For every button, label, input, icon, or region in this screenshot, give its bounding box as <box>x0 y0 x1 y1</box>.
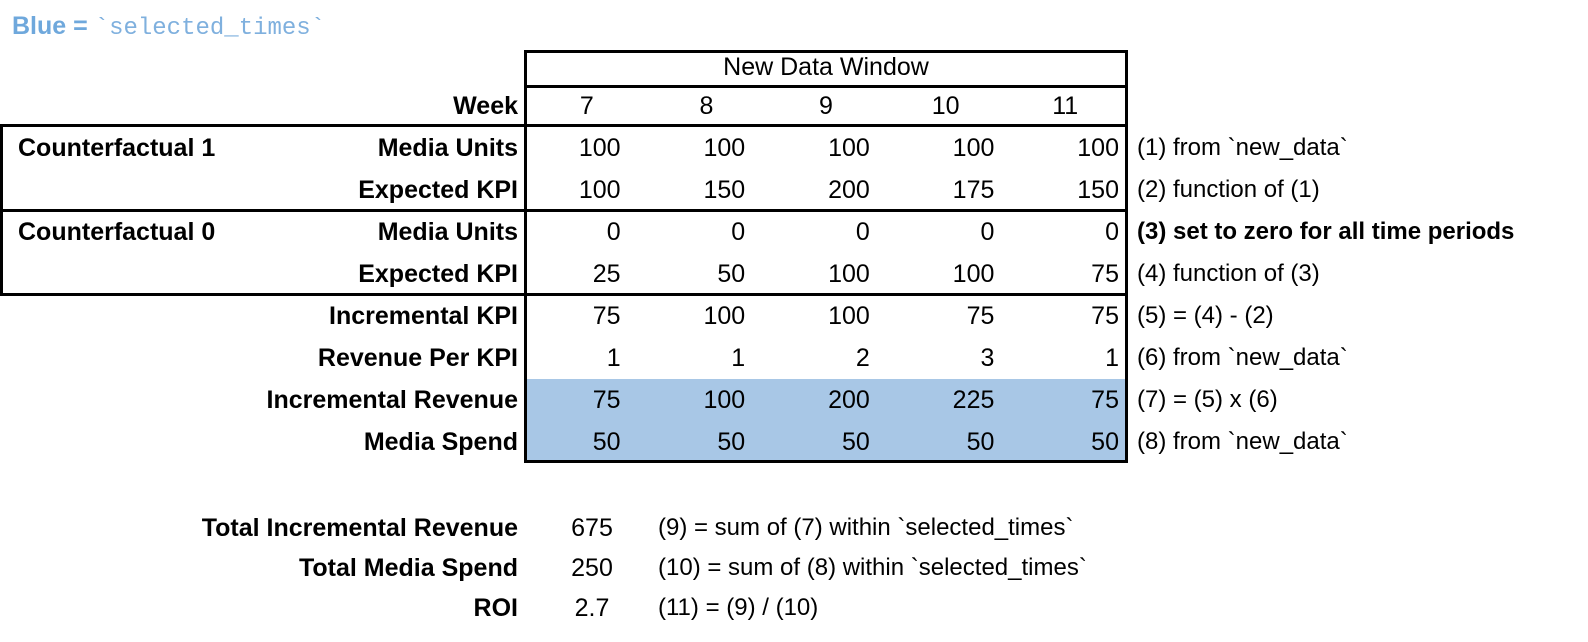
table-row <box>0 379 1588 421</box>
border-line <box>0 124 3 296</box>
table-row <box>0 169 1588 211</box>
counterfactual-group-label: Counterfactual 0 <box>18 218 216 246</box>
row-label: Incremental Revenue <box>266 386 518 414</box>
row-annotation: (1) from `new_data` <box>1137 134 1348 161</box>
value-cell: 100 <box>952 134 995 162</box>
value-cell: 75 <box>592 386 621 414</box>
value-cell: 100 <box>703 134 746 162</box>
week-cell: 10 <box>931 92 960 120</box>
caption-blue-label: Blue = <box>12 12 95 40</box>
value-cell: 50 <box>592 428 621 456</box>
summary-label: Total Media Spend <box>299 554 518 582</box>
row-label: Incremental KPI <box>329 302 518 330</box>
summary-row <box>0 548 1588 588</box>
value-cell: 3 <box>980 344 995 372</box>
week-cell: 11 <box>1052 92 1079 120</box>
summary-annotation: (11) = (9) / (10) <box>658 594 819 621</box>
value-cell: 150 <box>1077 176 1119 204</box>
value-cell: 100 <box>828 260 870 288</box>
value-cell: 75 <box>592 302 621 330</box>
row-label: Revenue Per KPI <box>317 344 518 372</box>
row-label: Expected KPI <box>358 260 518 288</box>
row-annotation: (8) from `new_data` <box>1137 428 1348 455</box>
row-annotation: (5) = (4) - (2) <box>1137 302 1274 329</box>
value-cell: 75 <box>1091 302 1119 330</box>
week-cell: 9 <box>819 92 833 120</box>
value-cell: 225 <box>952 386 995 414</box>
row-label: Media Units <box>377 134 518 162</box>
value-cell: 100 <box>578 134 621 162</box>
value-cell: 200 <box>828 176 870 204</box>
value-cell: 100 <box>952 260 995 288</box>
table-row <box>0 295 1588 337</box>
value-cell: 150 <box>703 176 746 204</box>
caption-selected-times-code: `selected_times` <box>94 15 326 42</box>
value-cell: 1 <box>731 344 746 372</box>
summary-annotation: (9) = sum of (7) within `selected_times` <box>658 514 1074 541</box>
value-cell: 0 <box>980 218 995 246</box>
row-annotation: (6) from `new_data` <box>1137 344 1348 371</box>
value-cell: 100 <box>828 134 870 162</box>
summary-value: 250 <box>571 554 613 582</box>
counterfactual-group-label: Counterfactual 1 <box>18 134 216 162</box>
table-row <box>0 211 1588 253</box>
summary-value: 675 <box>571 514 613 542</box>
row-annotation: (4) function of (3) <box>1137 260 1320 287</box>
value-cell: 0 <box>1105 218 1119 246</box>
figure-caption <box>12 12 325 42</box>
value-cell: 100 <box>1077 134 1119 162</box>
value-cell: 50 <box>841 428 870 456</box>
border-line <box>0 124 1128 127</box>
value-cell: 0 <box>606 218 621 246</box>
value-cell: 75 <box>1091 386 1119 414</box>
value-cell: 175 <box>952 176 995 204</box>
week-header-row <box>0 88 1588 124</box>
row-annotation: (7) = (5) x (6) <box>1137 386 1278 413</box>
table-row <box>0 253 1588 295</box>
summary-row <box>0 588 1588 628</box>
summary-label: ROI <box>473 594 518 622</box>
value-cell: 100 <box>578 176 621 204</box>
table-row <box>0 421 1588 463</box>
border-line <box>524 50 527 463</box>
border-line <box>0 209 1128 212</box>
row-label: Media Units <box>377 218 518 246</box>
week-cell: 8 <box>699 92 714 120</box>
summary-annotation: (10) = sum of (8) within `selected_times` <box>658 554 1087 581</box>
new-data-window-header: New Data Window <box>723 53 929 81</box>
value-cell: 50 <box>966 428 995 456</box>
value-cell: 0 <box>731 218 746 246</box>
row-label: Expected KPI <box>358 176 518 204</box>
value-cell: 25 <box>592 260 621 288</box>
value-cell: 100 <box>828 302 870 330</box>
week-cell: 7 <box>579 92 594 120</box>
row-label: Media Spend <box>363 428 518 456</box>
border-line <box>1125 50 1128 463</box>
value-cell: 50 <box>1091 428 1119 456</box>
summary-label: Total Incremental Revenue <box>201 514 518 542</box>
summary-value: 2.7 <box>574 594 610 622</box>
border-line <box>524 50 1128 53</box>
value-cell: 50 <box>717 428 746 456</box>
row-annotation: (3) set to zero for all time periods <box>1137 218 1515 245</box>
value-cell: 75 <box>966 302 995 330</box>
value-cell: 1 <box>1105 344 1119 372</box>
value-cell: 200 <box>828 386 870 414</box>
value-cell: 2 <box>855 344 870 372</box>
value-cell: 100 <box>703 302 746 330</box>
value-cell: 50 <box>717 260 746 288</box>
value-cell: 0 <box>855 218 870 246</box>
border-line <box>0 293 1128 296</box>
table-row <box>0 337 1588 379</box>
row-annotation: (2) function of (1) <box>1137 176 1320 203</box>
border-line <box>524 460 1128 463</box>
week-label: Week <box>453 92 518 120</box>
border-line <box>524 85 1128 88</box>
value-cell: 75 <box>1091 260 1119 288</box>
value-cell: 1 <box>606 344 621 372</box>
summary-row <box>0 508 1588 548</box>
table-row <box>0 127 1588 169</box>
value-cell: 100 <box>703 386 746 414</box>
